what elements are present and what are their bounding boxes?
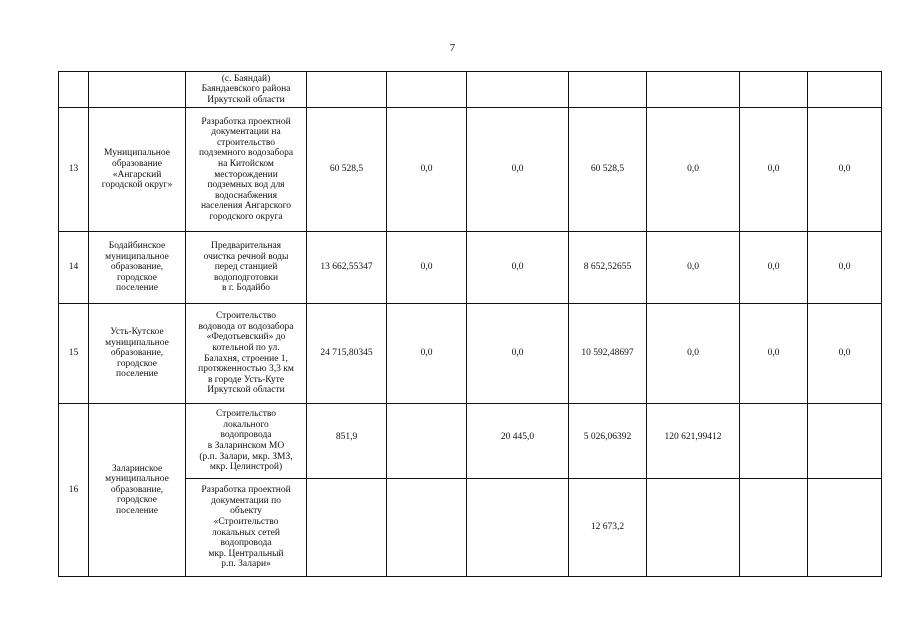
value-cell: 120 621,99412 <box>647 404 740 479</box>
value-cell <box>467 479 569 577</box>
row-number: 16 <box>59 404 89 577</box>
table-row <box>59 404 882 479</box>
value-cell: 0,0 <box>467 108 569 232</box>
entity-cell <box>89 304 186 404</box>
value-cell: 0,0 <box>740 232 808 304</box>
value-cell <box>740 72 808 108</box>
value-cell <box>740 404 808 479</box>
entity-cell <box>89 108 186 232</box>
row-number: 14 <box>59 232 89 304</box>
project-description-cell <box>186 479 307 577</box>
table-row <box>59 232 882 304</box>
value-cell: 13 662,55347 <box>307 232 387 304</box>
value-cell: 0,0 <box>467 232 569 304</box>
entity-cell <box>89 232 186 304</box>
project-description-cell <box>186 304 307 404</box>
value-cell: 10 592,48697 <box>569 304 647 404</box>
value-cell: 0,0 <box>647 304 740 404</box>
row-number: 13 <box>59 108 89 232</box>
project-description-cell <box>186 404 307 479</box>
row-number-cell <box>59 72 89 108</box>
value-cell: 0,0 <box>808 108 882 232</box>
value-cell: 0,0 <box>647 232 740 304</box>
value-cell: 60 528,5 <box>307 108 387 232</box>
value-cell: 0,0 <box>647 108 740 232</box>
value-cell: 0,0 <box>387 304 467 404</box>
value-cell: 0,0 <box>740 304 808 404</box>
project-description-cell <box>186 72 307 108</box>
value-cell: 20 445,0 <box>467 404 569 479</box>
entity-name: Бодайбинское муниципальное образование, городское поселение <box>105 241 169 294</box>
entity-name: Усть-Кутское муниципальное образование, городское поселение <box>105 327 169 380</box>
entity-name: Муниципальное образование «Ангарский городской округ» <box>101 148 173 191</box>
value-cell: 0,0 <box>740 108 808 232</box>
value-cell: 12 673,2 <box>569 479 647 577</box>
project-description-cell <box>186 108 307 232</box>
value-cell: 8 652,52655 <box>569 232 647 304</box>
value-cell <box>740 479 808 577</box>
value-cell: 24 715,80345 <box>307 304 387 404</box>
value-cell: 0,0 <box>467 304 569 404</box>
table-row <box>59 108 882 232</box>
project-description-cell <box>186 232 307 304</box>
project-description: Строительство локального водопровода в Заларинском МО (р.п. Залари, мкр. ЗМЗ, мкр. Целинстрой) <box>199 409 293 473</box>
value-cell <box>307 72 387 108</box>
project-description: Разработка проектной документации на строительство подземного водозабора на Китойском месторождении подземных вод для водоснабжения населения Ангарского городского округа <box>198 116 294 222</box>
row-number: 15 <box>59 304 89 404</box>
table-row <box>59 304 882 404</box>
project-description: Разработка проектной документации по объекту «Строительство локальных сетей водопровода мкр. Центральный р.п. Залари» <box>201 485 291 570</box>
value-cell <box>808 72 882 108</box>
value-cell <box>307 479 387 577</box>
value-cell: 0,0 <box>808 304 882 404</box>
value-cell: 851,9 <box>307 404 387 479</box>
value-cell: 0,0 <box>387 232 467 304</box>
value-cell <box>808 479 882 577</box>
project-description: (с. Баяндай) Баяндаевского района Иркутской области <box>201 73 291 105</box>
project-description: Предварительная очистка речной воды перед станцией водоподготовки в г. Бодайбо <box>203 241 289 294</box>
value-cell <box>647 479 740 577</box>
value-cell <box>808 404 882 479</box>
page-number: 7 <box>449 42 456 54</box>
value-cell <box>387 72 467 108</box>
project-description: Строительство водовода от водозабора «Федотьевский» до котельной по ул. Балахня, строение 1, протяженностью 3,3 км в городе Усть-Куте Иркутской области <box>198 311 294 396</box>
entity-cell <box>89 404 186 577</box>
value-cell: 60 528,5 <box>569 108 647 232</box>
value-cell: 0,0 <box>387 108 467 232</box>
value-cell <box>647 72 740 108</box>
value-cell: 5 026,06392 <box>569 404 647 479</box>
entity-name: Заларинское муниципальное образование, городское поселение <box>105 463 169 516</box>
value-cell <box>467 72 569 108</box>
value-cell: 0,0 <box>808 232 882 304</box>
value-cell <box>387 479 467 577</box>
value-cell <box>387 404 467 479</box>
table-row <box>59 72 882 108</box>
funding-table <box>58 71 882 577</box>
entity-cell <box>89 72 186 108</box>
value-cell <box>569 72 647 108</box>
